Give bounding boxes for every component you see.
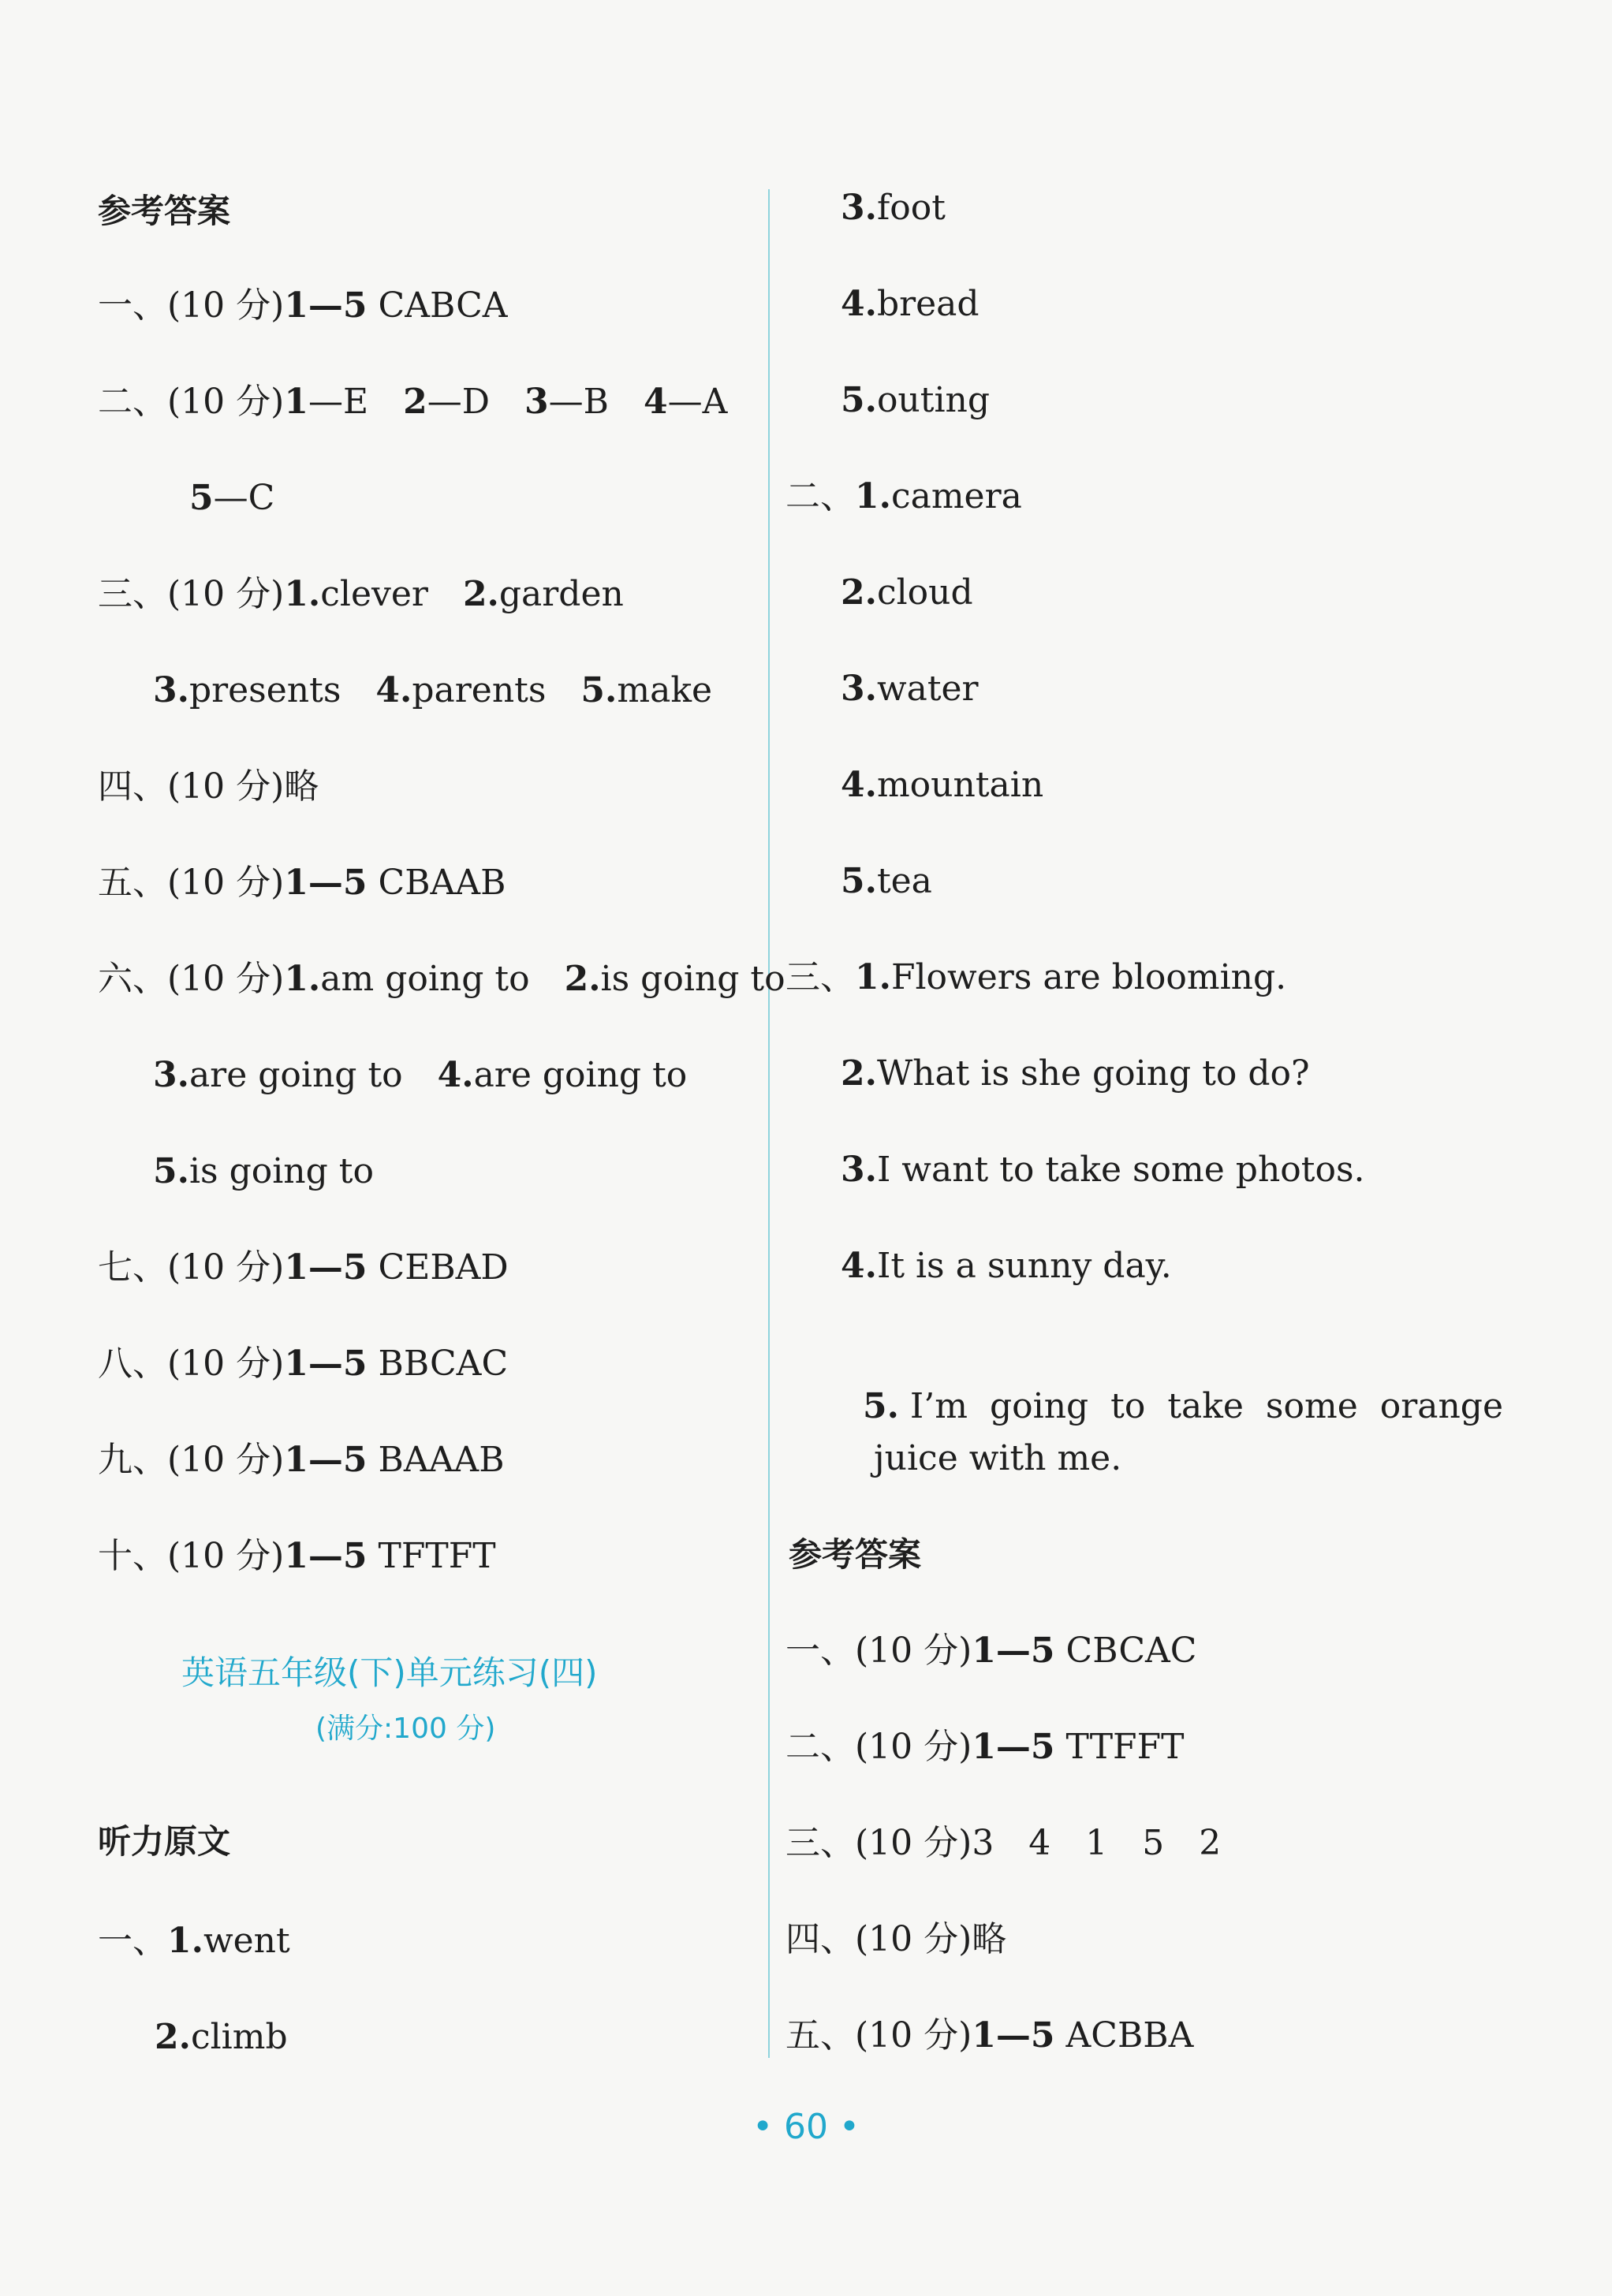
- listening-heading: 听力原文: [98, 1822, 231, 1861]
- listening-line: 5.tea: [841, 861, 932, 901]
- listening-line: 2.cloud: [841, 572, 973, 613]
- column-divider: [768, 189, 770, 2058]
- answer-line: 五、(10 分)1—5 CBAAB: [98, 863, 506, 903]
- answer-key-heading: 参考答案: [789, 1535, 922, 1574]
- listening-line: 4.mountain: [841, 765, 1044, 805]
- listening-line: 4.bread: [841, 284, 980, 324]
- answer-line: 四、(10 分)略: [98, 766, 319, 807]
- listening-line: 3.I want to take some photos.: [841, 1150, 1365, 1190]
- answer-line: 六、(10 分)1.am going to 2.is going to: [98, 959, 785, 999]
- page-number: • 60 •: [752, 2107, 860, 2147]
- answer-line: 三、(10 分)1.clever 2.garden: [98, 574, 624, 614]
- listening-line: 2.climb: [155, 2017, 288, 2057]
- answer-line: 九、(10 分)1—5 BAAAB: [98, 1440, 505, 1480]
- listening-line: 3.foot: [841, 188, 946, 228]
- answer-line: 3.presents 4.parents 5.make: [153, 670, 713, 710]
- answer-line: 5.is going to: [153, 1151, 374, 1191]
- listening-line: 三、1.Flowers are blooming.: [785, 957, 1287, 997]
- section-title: 英语五年级(下)单元练习(四): [181, 1653, 598, 1692]
- listening-line: 5. I’m going to take some orange: [862, 1386, 1504, 1426]
- answer-line: 七、(10 分)1—5 CEBAD: [98, 1247, 509, 1288]
- answer-key-heading: 参考答案: [98, 192, 231, 230]
- answer-line: 一、(10 分)1—5 CABCA: [98, 285, 508, 326]
- answer-line: 3.are going to 4.are going to: [153, 1055, 688, 1095]
- answer-line: 5—C: [189, 478, 275, 518]
- answer-line: 三、(10 分)3 4 1 5 2: [785, 1823, 1222, 1863]
- listening-line: 二、1.camera: [785, 476, 1022, 516]
- answer-line: 二、(10 分)1—5 TTFFT: [785, 1727, 1185, 1767]
- listening-line: 4.It is a sunny day.: [841, 1246, 1172, 1286]
- answer-line: 二、(10 分)1—E 2—D 3—B 4—A: [98, 382, 728, 422]
- listening-line: 5.outing: [841, 380, 991, 420]
- answer-line: 五、(10 分)1—5 ACBBA: [785, 2015, 1194, 2056]
- listening-line: 3.water: [841, 669, 979, 709]
- answer-line: 四、(10 分)略: [785, 1919, 1007, 1959]
- section-subtitle: (满分:100 分): [315, 1713, 496, 1745]
- answer-line: 一、(10 分)1—5 CBCAC: [785, 1631, 1197, 1671]
- answer-line: 十、(10 分)1—5 TFTFT: [98, 1536, 496, 1576]
- listening-line: juice with me.: [874, 1438, 1122, 1478]
- listening-line: 一、1.went: [98, 1921, 290, 1961]
- listening-line: 2.What is she going to do?: [841, 1053, 1310, 1094]
- answer-line: 八、(10 分)1—5 BBCAC: [98, 1344, 509, 1384]
